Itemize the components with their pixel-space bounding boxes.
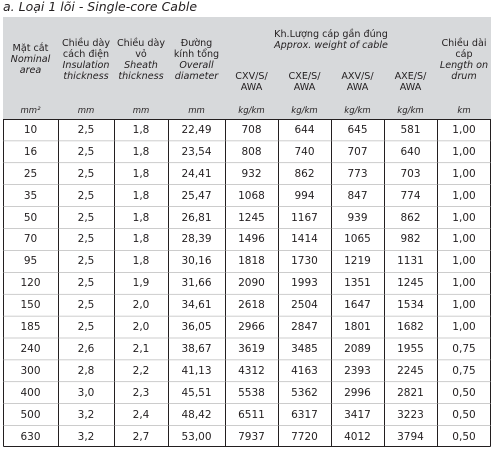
unit-cxv-weight: kg/km [225,102,278,119]
header-sheath-vi: Chiều dày vỏ [116,37,166,60]
cell-length: 1,00 [452,233,476,246]
cell-axe-weight: 3794 [397,430,424,443]
cell-cxe-weight: 1414 [291,233,318,246]
cell-cxv-weight: 1818 [238,255,265,268]
cell-axe-weight: 1131 [397,255,424,268]
cell-cxv-weight: 4312 [238,364,265,377]
cell-cxe-weight: 1167 [291,211,318,224]
cell-cxe-weight: 740 [294,145,315,158]
cell-insulation: 3,2 [77,430,95,443]
cell-cxv-weight: 3619 [238,342,265,355]
cell-diameter: 28,39 [181,233,212,246]
cell-area: 630 [20,430,41,443]
cell-sheath: 2,1 [132,342,150,355]
cell-area: 500 [20,408,41,421]
cell-area: 95 [23,255,38,268]
cell-axe-weight: 774 [400,189,421,202]
cell-insulation: 2,5 [77,189,95,202]
header-cable-type-axv-label: AXV/S/ AWA [341,71,374,93]
cable-spec-table [3,17,491,447]
header-insulation-en: Insulation thickness [62,59,110,82]
cell-insulation: 2,5 [77,233,95,246]
cell-cxe-weight: 1730 [291,255,318,268]
cell-sheath: 1,8 [132,233,150,246]
unit-sheath: mm [114,102,168,119]
cell-insulation: 2,5 [77,123,95,136]
cell-sheath: 1,8 [132,189,150,202]
cell-area: 150 [20,299,41,312]
header-nominal-area [3,17,58,102]
cell-area: 240 [20,342,41,355]
cell-cxv-weight: 2966 [238,321,265,334]
header-sheath-thickness [114,17,168,102]
cell-sheath: 2,0 [132,321,150,334]
cell-length: 0,75 [452,342,476,355]
header-nominal-area-vi: Mặt cắt [12,43,49,54]
cell-length: 0,50 [452,430,476,443]
unit-area: mm² [3,102,58,119]
cell-diameter: 25,47 [181,189,212,202]
cell-insulation: 2,8 [77,364,95,377]
cell-insulation: 3,0 [77,386,95,399]
cell-diameter: 45,51 [181,386,212,399]
cell-cxe-weight: 7720 [291,430,318,443]
cell-axv-weight: 2996 [344,386,371,399]
cell-sheath: 2,0 [132,299,150,312]
cell-diameter: 48,42 [181,408,212,421]
cell-length: 0,75 [452,364,476,377]
cell-sheath: 2,3 [132,386,150,399]
cell-length: 1,00 [452,277,476,290]
cell-insulation: 2,5 [77,255,95,268]
cell-length: 1,00 [452,167,476,180]
cell-insulation: 2,5 [77,277,95,290]
header-cable-type-cxv-label: CXV/S/ AWA [235,71,268,93]
cell-cxe-weight: 862 [294,167,315,180]
cell-cxv-weight: 5538 [238,386,265,399]
header-cable-type-cxv [225,62,278,102]
cell-sheath: 1,8 [132,255,150,268]
cell-sheath: 1,8 [132,145,150,158]
cell-axv-weight: 1647 [344,299,371,312]
cell-axe-weight: 3223 [397,408,424,421]
cell-insulation: 3,2 [77,408,95,421]
cell-cxv-weight: 1068 [238,189,265,202]
cell-axv-weight: 1351 [344,277,371,290]
cell-area: 300 [20,364,41,377]
cell-sheath: 1,8 [132,167,150,180]
cell-insulation: 2,5 [77,167,95,180]
cell-cxv-weight: 1496 [238,233,265,246]
header-approx-weight [225,17,437,62]
cell-insulation: 2,6 [77,342,95,355]
cell-diameter: 41,13 [181,364,212,377]
header-cable-type-axe-label: AXE/S/ AWA [394,71,427,93]
cell-area: 35 [23,189,38,202]
cell-axv-weight: 1065 [344,233,371,246]
cell-axe-weight: 1682 [397,321,424,334]
cell-area: 10 [23,123,38,136]
cell-area: 400 [20,386,41,399]
cell-axv-weight: 773 [347,167,368,180]
cell-diameter: 38,67 [181,342,212,355]
cell-cxe-weight: 3485 [291,342,318,355]
cell-axe-weight: 703 [400,167,421,180]
cell-cxv-weight: 2618 [238,299,265,312]
header-insulation-vi: Chiều dày cách điện [61,37,111,60]
cell-area: 25 [23,167,38,180]
cell-diameter: 23,54 [181,145,212,158]
cell-axv-weight: 707 [347,145,368,158]
cell-cxe-weight: 644 [294,123,315,136]
cell-area: 185 [20,321,41,334]
cell-sheath: 2,2 [132,364,150,377]
cell-area: 70 [23,233,38,246]
cell-axv-weight: 1219 [344,255,371,268]
unit-axv-weight: kg/km [331,102,384,119]
table-title: a. Loại 1 lõi - Single-core Cable [3,0,198,14]
cell-length: 1,00 [452,255,476,268]
cell-axv-weight: 4012 [344,430,371,443]
header-diameter-vi: Đường kính tổng [173,37,220,60]
cell-axv-weight: 645 [347,123,368,136]
cell-cxe-weight: 6317 [291,408,318,421]
unit-cxe-weight: kg/km [278,102,331,119]
cell-length: 1,00 [452,189,476,202]
cell-cxv-weight: 7937 [238,430,265,443]
cell-diameter: 31,66 [181,277,212,290]
cell-area: 120 [20,277,41,290]
cell-cxe-weight: 2504 [291,299,318,312]
cell-diameter: 34,61 [181,299,212,312]
cell-axv-weight: 939 [347,211,368,224]
header-weight-en: Approx. weight of cable [274,39,388,51]
cell-sheath: 2,4 [132,408,150,421]
cell-length: 1,00 [452,299,476,312]
cell-cxe-weight: 5362 [291,386,318,399]
header-cable-type-axe [384,62,437,102]
cell-cxv-weight: 708 [241,123,262,136]
cell-area: 50 [23,211,38,224]
header-cable-type-cxe-label: CXE/S/ AWA [288,71,321,93]
cell-diameter: 53,00 [181,430,212,443]
cell-insulation: 2,5 [77,211,95,224]
cell-cxe-weight: 994 [294,189,315,202]
cell-sheath: 1,8 [132,211,150,224]
cell-axv-weight: 3417 [344,408,371,421]
header-overall-diameter [168,17,225,102]
header-diameter-en: Overall diameter [174,59,219,82]
cell-diameter: 24,41 [181,167,212,180]
cell-length: 1,00 [452,211,476,224]
unit-diameter: mm [168,102,225,119]
cell-axe-weight: 862 [400,211,421,224]
cell-axv-weight: 847 [347,189,368,202]
cell-diameter: 26,81 [181,211,212,224]
cell-axe-weight: 581 [400,123,421,136]
cell-length: 1,00 [452,321,476,334]
header-cable-type-cxe [278,62,331,102]
cell-cxe-weight: 1993 [291,277,318,290]
cell-sheath: 2,7 [132,430,150,443]
cell-axv-weight: 2393 [344,364,371,377]
cell-length: 0,50 [452,386,476,399]
cell-length: 0,50 [452,408,476,421]
cell-cxv-weight: 2090 [238,277,265,290]
cell-insulation: 2,5 [77,321,95,334]
unit-insulation: mm [58,102,114,119]
cell-length: 1,00 [452,123,476,136]
unit-axe-weight: kg/km [384,102,437,119]
cell-axe-weight: 640 [400,145,421,158]
cell-insulation: 2,5 [77,145,95,158]
cell-cxv-weight: 808 [241,145,262,158]
header-nominal-area-en: Nominal area [10,54,51,76]
header-weight-vi: Kh.Lượng cáp gần đúng [274,28,388,40]
cell-axe-weight: 982 [400,233,421,246]
header-length-en: Length on drum [439,59,489,82]
cell-axe-weight: 1245 [397,277,424,290]
cell-diameter: 36,05 [181,321,212,334]
cell-axe-weight: 2821 [397,386,424,399]
header-length-vi: Chiều dài cáp [441,37,487,60]
header-cable-type-axv [331,62,384,102]
header-sheath-en: Sheath thickness [118,59,164,82]
cell-length: 1,00 [452,145,476,158]
cell-axv-weight: 2089 [344,342,371,355]
header-length-on-drum [437,17,491,102]
cell-axv-weight: 1801 [344,321,371,334]
cell-diameter: 22,49 [181,123,212,136]
cell-diameter: 30,16 [181,255,212,268]
cell-cxv-weight: 1245 [238,211,265,224]
cell-area: 16 [23,145,38,158]
cell-cxv-weight: 6511 [238,408,265,421]
cell-axe-weight: 2245 [397,364,424,377]
cell-axe-weight: 1955 [397,342,424,355]
cell-cxv-weight: 932 [241,167,262,180]
unit-length: km [437,102,491,119]
header-insulation-thickness [58,17,114,102]
cell-cxe-weight: 4163 [291,364,318,377]
cell-sheath: 1,8 [132,123,150,136]
cell-sheath: 1,9 [132,277,150,290]
cell-insulation: 2,5 [77,299,95,312]
cell-axe-weight: 1534 [397,299,424,312]
cell-cxe-weight: 2847 [291,321,318,334]
